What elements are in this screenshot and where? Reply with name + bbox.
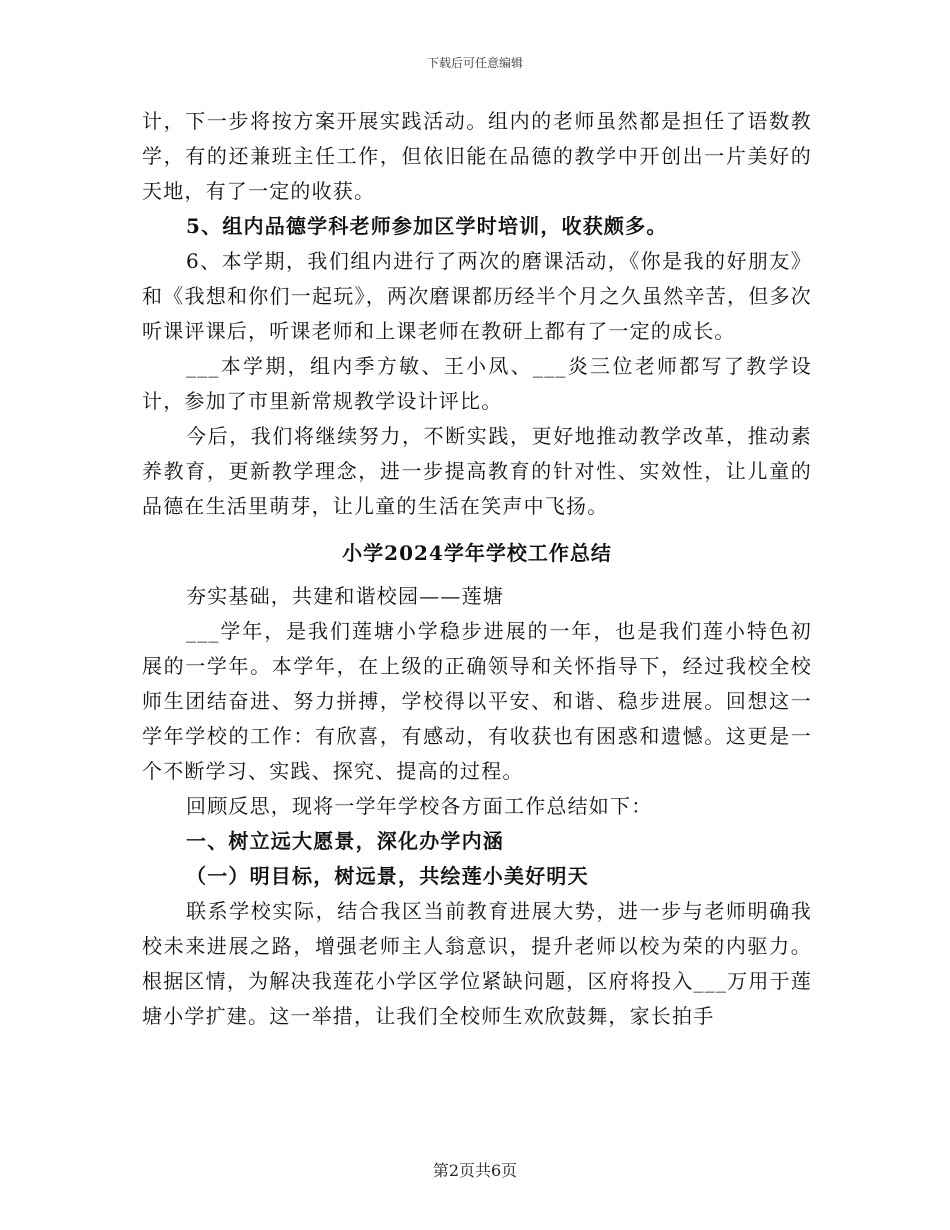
paragraph-school-expansion: 联系学校实际，结合我区当前教育进展大势，进一步与老师明确我校未来进展之路，增强老师主人翁意识，提升老师以校为荣的内驱力。根据区情，为解决我莲花小学区学位紧缺问题，区府将投入___万用于莲塘小学扩建。这一举措，让我们全校师生欢欣鼓舞，家长拍手	[142, 899, 812, 1028]
page-footer-number: 第2页共6页	[432, 1161, 518, 1180]
heading-goals: （一）明目标，树远景，共绘莲小美好明天	[186, 864, 589, 888]
paragraph-future-plan: 今后，我们将继续努力，不断实践，更好地推动教学改革，推动素养教育，更新教学理念，进一步提高教育的针对性、实效性，让儿童的品德在生活里萌芽，让儿童的生活在笑声中飞扬。	[142, 424, 812, 518]
page-header-note: 下载后可任意编辑	[426, 56, 523, 70]
paragraph-review-intro: 回顾反思，现将一学年学校各方面工作总结如下：	[186, 794, 653, 818]
paragraph-teaching-design: ___本学期，组内季方敏、王小凤、___炎三位老师都写了教学设计，参加了市里新常规教学设计评比。	[142, 354, 812, 413]
paragraph-subtitle: 夯实基础，共建和谐校园——莲塘	[186, 584, 504, 608]
section-title: 小学2024学年学校工作总结	[342, 541, 612, 565]
document-body	[142, 104, 812, 1034]
paragraph-year-overview: ___学年，是我们莲塘小学稳步进展的一年，也是我们莲小特色初展的一学年。本学年，在上级的正确领导和关怀指导下，经过我校全校师生团结奋进、努力拼搏，学校得以平安、和谐、稳步进展。回想这一学年学校的工作：有欣喜，有感动，有收获也有困惑和遗憾。这更是一个不断学习、实践、探究、提高的过程。	[142, 619, 812, 783]
heading-vision: 一、树立远大愿景，深化办学内涵	[186, 829, 504, 853]
paragraph-item-6: 6、本学期，我们组内进行了两次的磨课活动，《你是我的好朋友》和《我想和你们一起玩》，两次磨课都历经半个月之久虽然辛苦，但多次听课评课后，听课老师和上课老师在教研上都有了一定的成长。	[142, 249, 812, 343]
paragraph-item-5: 5、组内品德学科老师参加区学时培训，收获颇多。	[186, 214, 668, 238]
paragraph-continuation: 计，下一步将按方案开展实践活动。组内的老师虽然都是担任了语数教学，有的还兼班主任工作，但依旧能在品德的教学中开创出一片美好的天地，有了一定的收获。	[142, 109, 812, 203]
